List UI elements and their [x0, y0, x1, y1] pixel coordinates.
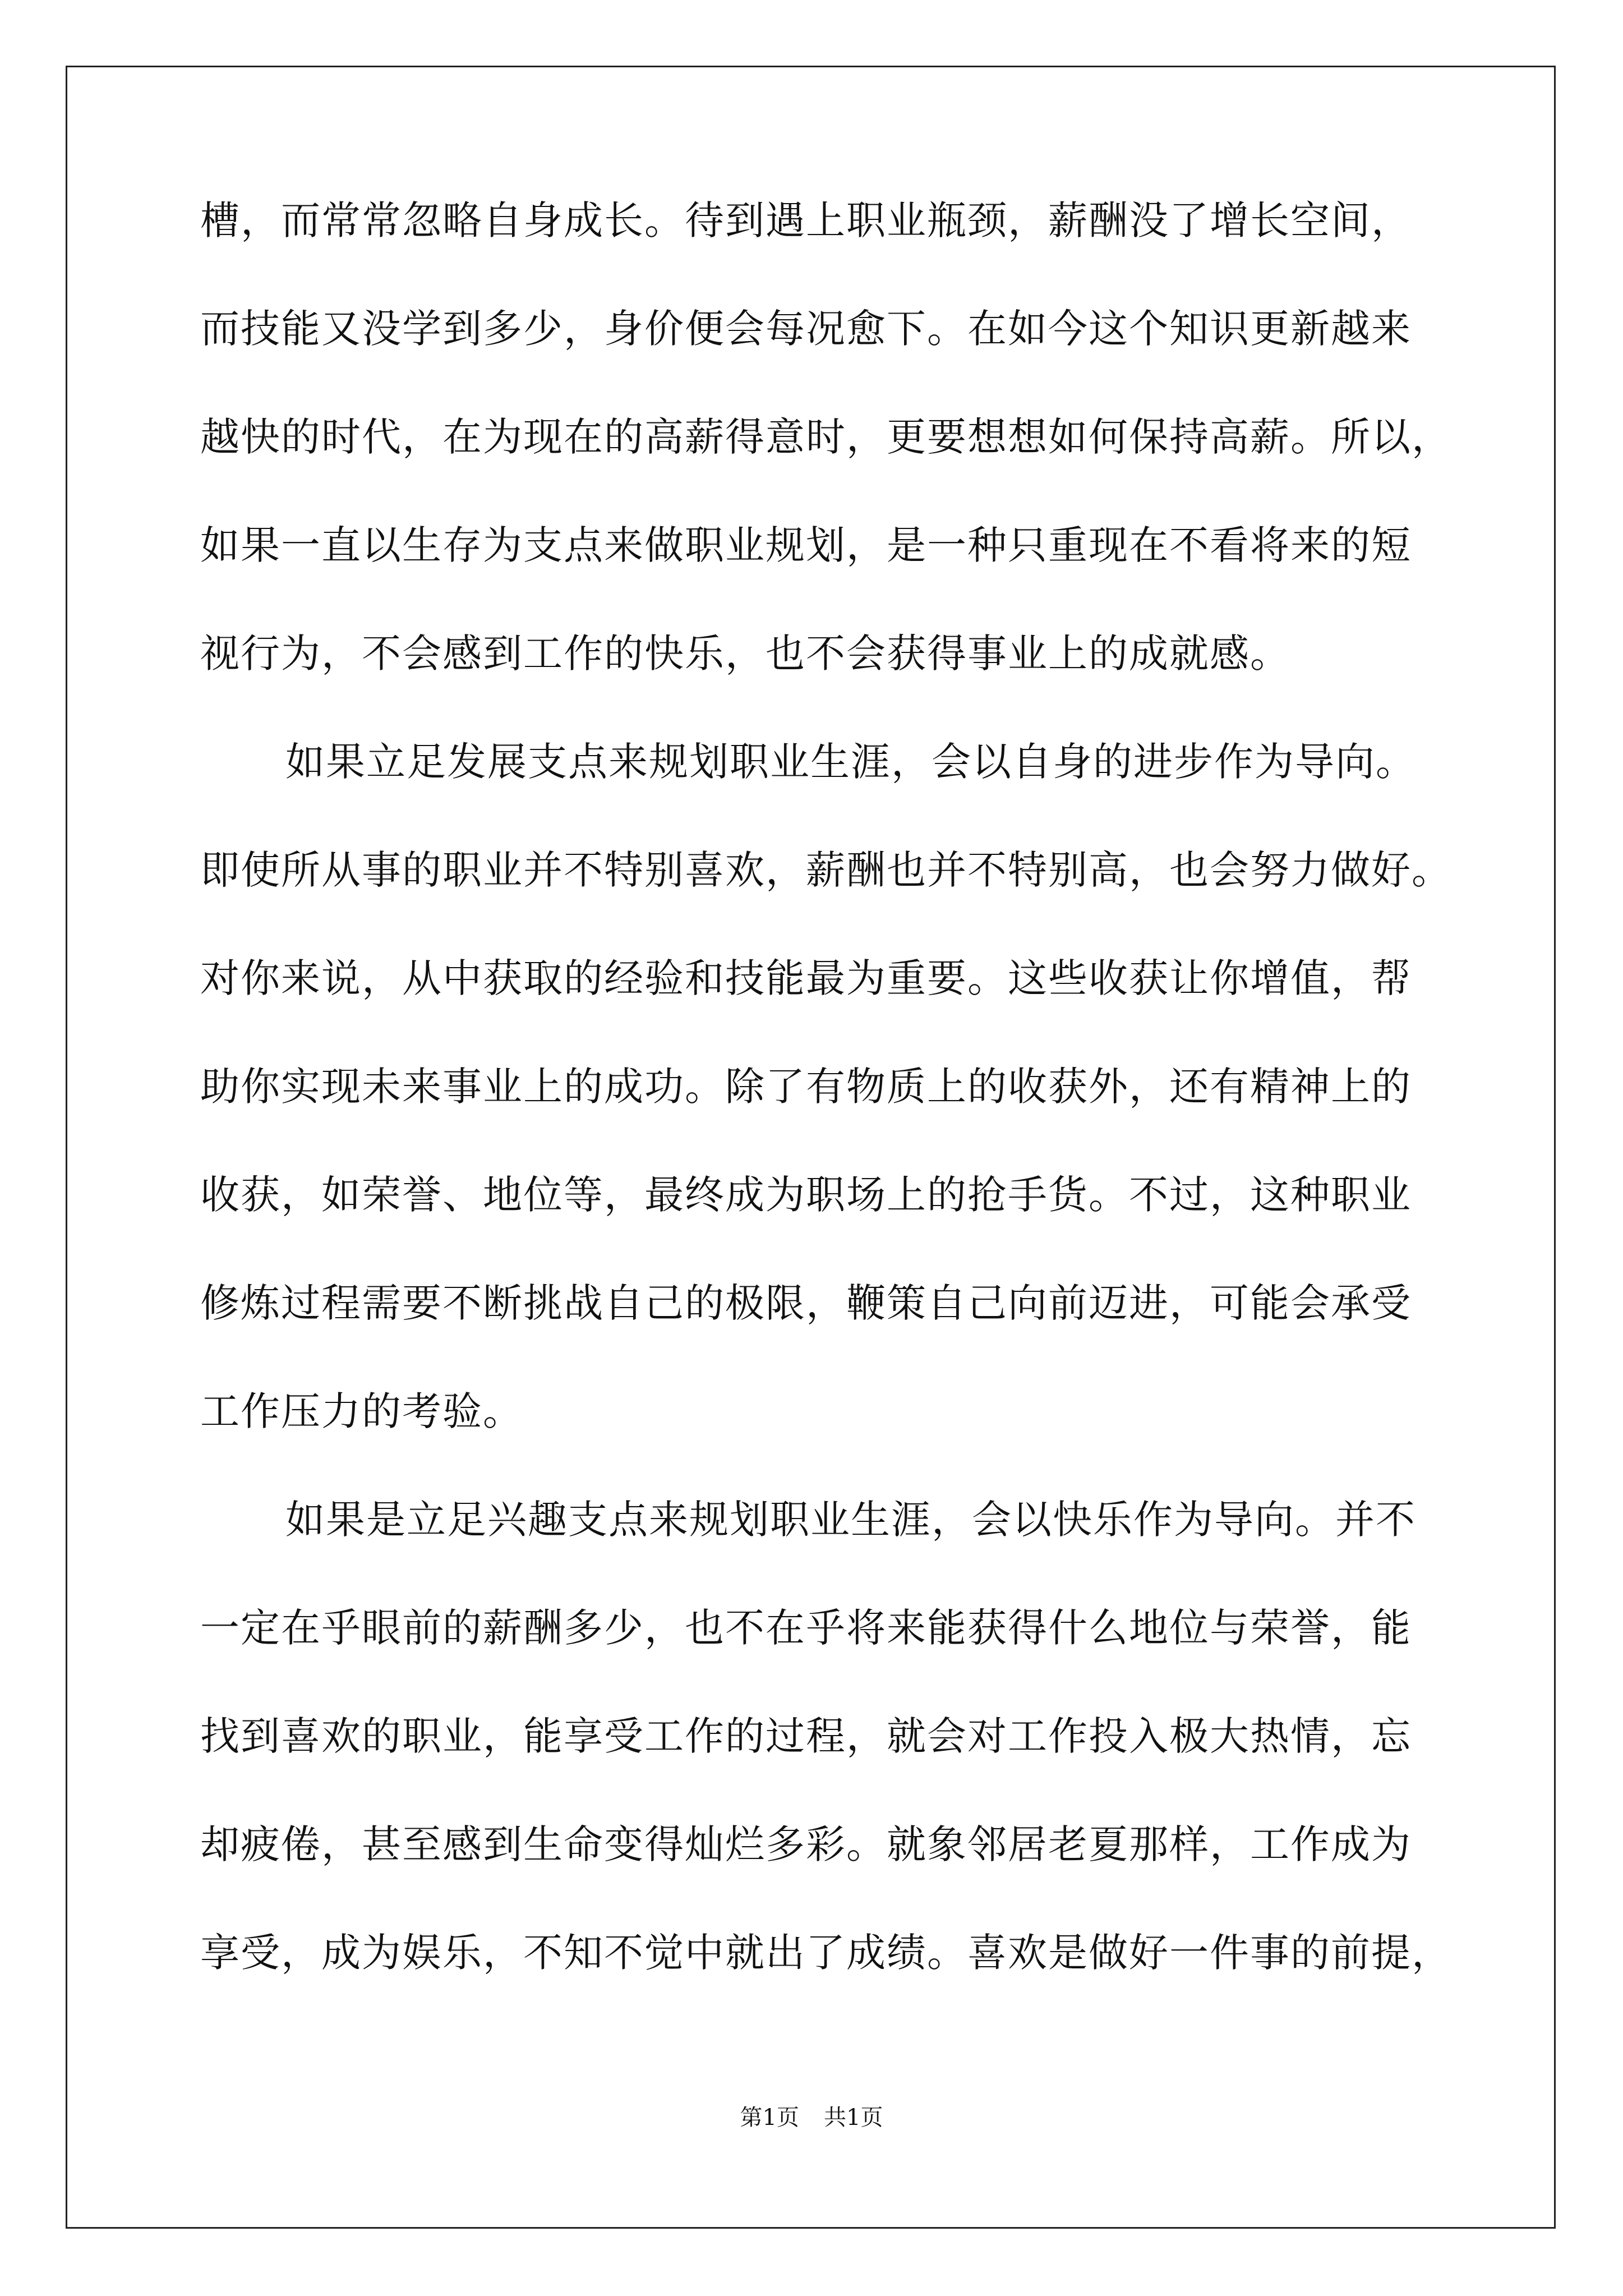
- text-line: 一定在乎眼前的薪酬多少，也不在乎将来能获得什么地位与荣誉，能: [200, 1605, 1412, 1651]
- page-number: 第1页: [740, 2105, 799, 2131]
- text-line: 视行为，不会感到工作的快乐，也不会获得事业上的成就感。: [200, 631, 1290, 677]
- text-line: 却疲倦，甚至感到生命变得灿烂多彩。就象邻居老夏那样，工作成为: [200, 1821, 1412, 1867]
- paragraph-start-line: 如果立足发展支点来规划职业生涯，会以自身的进步作为导向。: [285, 739, 1416, 785]
- text-line: 越快的时代，在为现在的高薪得意时，更要想想如何保持高薪。所以，: [200, 414, 1452, 460]
- text-line: 槽，而常常忽略自身成长。待到遇上职业瓶颈，薪酬没了增长空间，: [200, 197, 1412, 243]
- paragraph-start-line: 如果是立足兴趣支点来规划职业生涯，会以快乐作为导向。并不: [285, 1497, 1416, 1543]
- page-footer: [0, 2106, 1623, 2129]
- text-line: 助你实现未来事业上的成功。除了有物质上的收获外，还有精神上的: [200, 1064, 1412, 1110]
- text-line: 收获，如荣誉、地位等，最终成为职场上的抢手货。不过，这种职业: [200, 1172, 1412, 1218]
- text-line: 工作压力的考验。: [200, 1388, 523, 1434]
- text-line: 如果一直以生存为支点来做职业规划，是一种只重现在不看将来的短: [200, 522, 1412, 568]
- text-line: 享受，成为娱乐，不知不觉中就出了成绩。喜欢是做好一件事的前提，: [200, 1930, 1452, 1976]
- text-line: 找到喜欢的职业，能享受工作的过程，就会对工作投入极大热情，忘: [200, 1713, 1412, 1759]
- text-line: 即使所从事的职业并不特别喜欢，薪酬也并不特别高，也会努力做好。: [200, 847, 1452, 893]
- page-total: 共1页: [824, 2105, 883, 2131]
- text-line: 对你来说，从中获取的经验和技能最为重要。这些收获让你增值，帮: [200, 955, 1412, 1001]
- document-body: [200, 197, 1452, 2041]
- text-line: 修炼过程需要不断挑战自己的极限，鞭策自己向前迈进，可能会承受: [200, 1280, 1412, 1326]
- text-line: 而技能又没学到多少，身价便会每况愈下。在如今这个知识更新越来: [200, 306, 1412, 352]
